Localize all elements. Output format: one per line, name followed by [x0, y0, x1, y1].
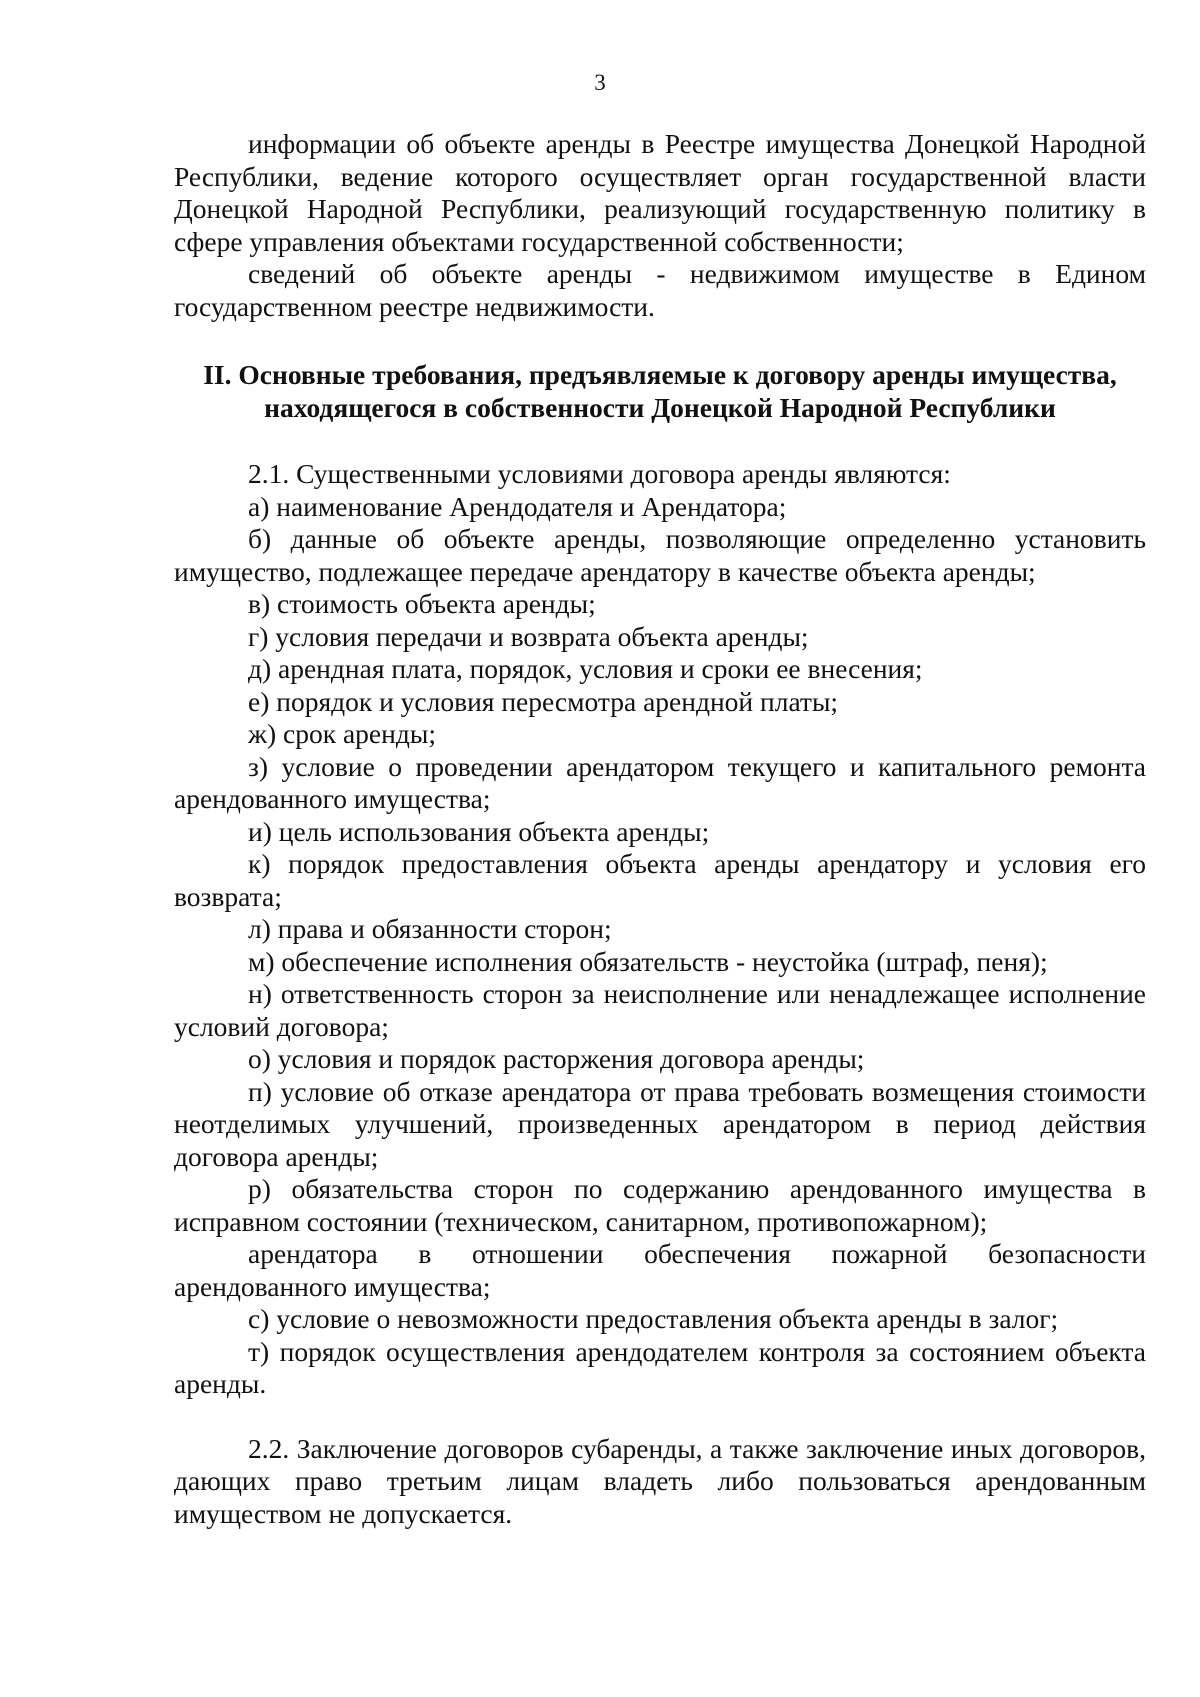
- list-item: т) порядок осуществления арендодателем контроля за состоянием объекта аренды.: [174, 1335, 1146, 1399]
- page-number: 3: [594, 70, 606, 95]
- spacer: [174, 424, 1146, 458]
- document-body: [174, 128, 1146, 1530]
- clause-2-2: 2.2. Заключение договоров субаренды, а также заключение иных договоров, дающих право третьим лицам владеть либо пользоваться арендованным имуществом не допускается.: [174, 1432, 1146, 1529]
- list-item: б) данные об объекте аренды, позволяющие определенно установить имущество, подлежащее передаче арендатору в качестве объекта аренды;: [174, 523, 1146, 587]
- list-item: арендатора в отношении обеспечения пожарной безопасности арендованного имущества;: [174, 1238, 1146, 1302]
- list-item: е) порядок и условия пересмотра арендной платы;: [248, 685, 839, 717]
- list-item: ж) срок аренды;: [248, 718, 436, 749]
- list-item: м) обеспечение исполнения обязательств - неустойка (штраф, пеня);: [248, 945, 1048, 977]
- list-item: в) стоимость объекта аренды;: [248, 588, 596, 619]
- list-item: г) условия передачи и возврата объекта аренды;: [248, 620, 809, 652]
- intro-paragraph: информации об объекте аренды в Реестре имущества Донецкой Народной Республики, ведение которого осуществляет орган государственной власти Донецкой Народной Республики, реализующий государственную политику в сфере управления объектами государственной собственности;: [174, 128, 1146, 257]
- list-item: а) наименование Арендодателя и Арендатора;: [248, 490, 787, 522]
- section-heading: [174, 359, 1146, 424]
- list-item: д) арендная плата, порядок, условия и сроки ее внесения;: [248, 653, 923, 684]
- list-item: п) условие об отказе арендатора от права требовать возмещения стоимости неотделимых улучшений, произведенных арендатором в период действия договора аренды;: [174, 1075, 1146, 1172]
- list-item: о) условия и порядок расторжения договора аренды;: [248, 1043, 865, 1074]
- list-item: л) права и обязанности сторон;: [248, 913, 612, 944]
- list-item: и) цель использования объекта аренды;: [248, 815, 710, 847]
- section-heading-line: II. Основные требования, предъявляемые к договору аренды имущества,: [203, 359, 1117, 390]
- spacer: [174, 1401, 1146, 1433]
- list-item: к) порядок предоставления объекта аренды арендатору и условия его возврата;: [174, 848, 1146, 912]
- section-heading-line: находящегося в собственности Донецкой Народной Республики: [264, 391, 1056, 423]
- list-item: н) ответственность сторон за неисполнение или ненадлежащее исполнение условий договора;: [174, 978, 1146, 1042]
- list-item: с) условие о невозможности предоставления объекта аренды в залог;: [248, 1303, 1059, 1334]
- list-item: р) обязательства сторон по содержанию арендованного имущества в исправном состоянии (техническом, санитарном, противопожарном);: [174, 1173, 1146, 1237]
- list-item: з) условие о проведении арендатором текущего и капитального ремонта арендованного имущества;: [174, 750, 1146, 814]
- intro-paragraph: сведений об объекте аренды - недвижимом имуществе в Едином государственном реестре недвижимости.: [174, 258, 1146, 322]
- clause-2-1-intro: 2.1. Существенными условиями договора аренды являются:: [248, 458, 951, 489]
